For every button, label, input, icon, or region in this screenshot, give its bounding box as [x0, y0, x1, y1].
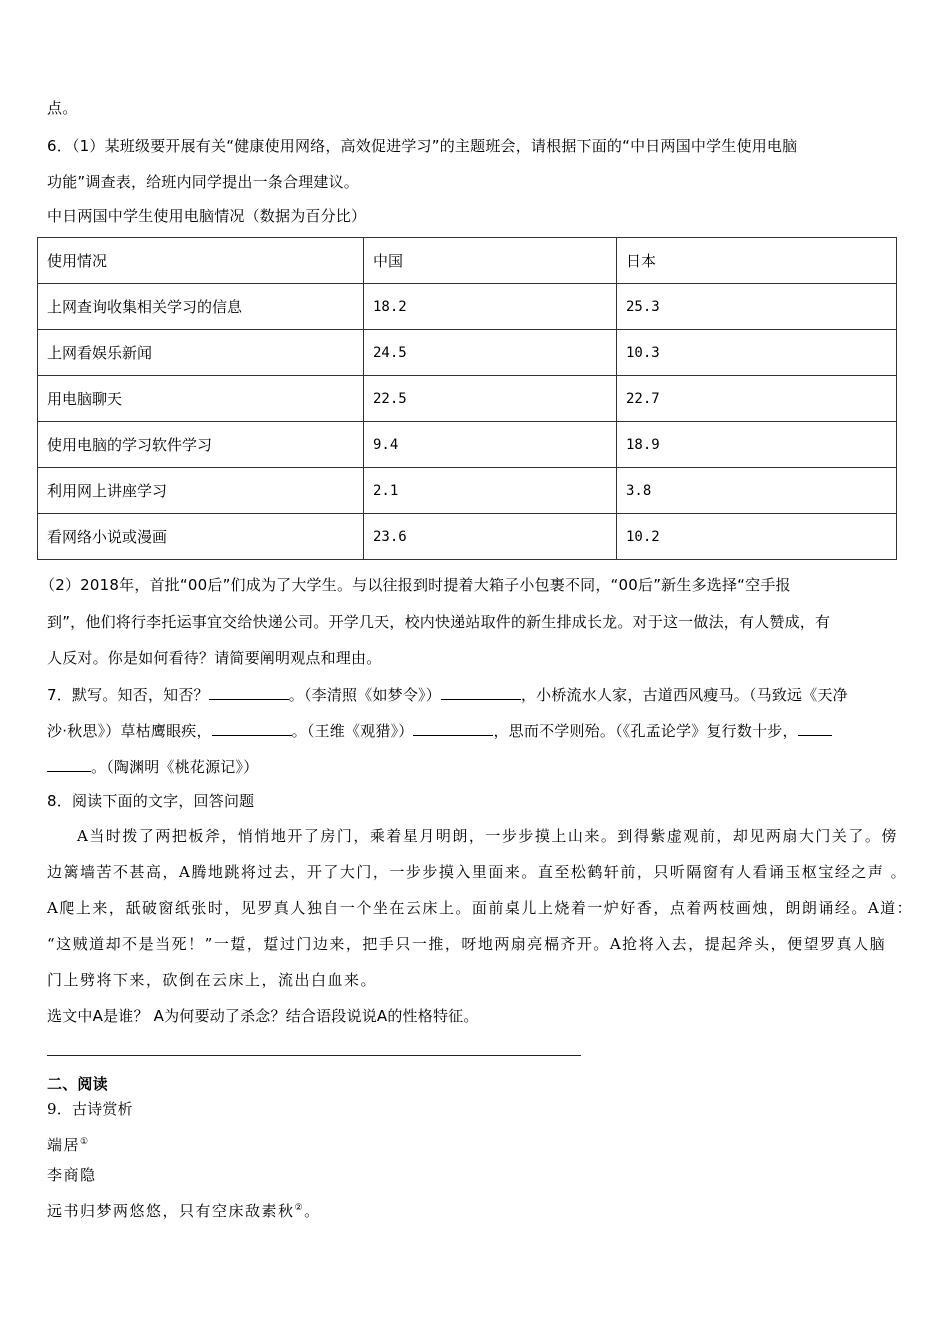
japan-value-cell: 18.9: [617, 422, 897, 468]
poem-author: 李商隐: [47, 1166, 97, 1184]
japan-value-cell: 10.2: [617, 514, 897, 560]
usage-cell: 上网看娱乐新闻: [38, 330, 364, 376]
q7-text-2: 。（李清照《如梦令》）: [288, 686, 441, 704]
china-value-cell: 2.1: [364, 468, 617, 514]
usage-cell: 看网络小说或漫画: [38, 514, 364, 560]
china-value-cell: 24.5: [364, 330, 617, 376]
q8-passage-line3: A爬上来，舐破窗纸张时，见罗真人独自一个坐在云床上。面前桌儿上烧着一炉好香，点着两枝画烛，朗朗诵经。A道：: [47, 899, 914, 917]
poem-title-line: [47, 1132, 90, 1155]
q7-line3: [47, 756, 258, 777]
q6-part1-line2: 功能”调查表，给班内同学提出一条合理建议。: [47, 173, 359, 191]
china-value-cell: 22.5: [364, 376, 617, 422]
table-header-row: [38, 238, 897, 284]
q8-passage-line5: 门上劈将下来，砍倒在云床上，流出白血来。: [47, 971, 378, 989]
table-row: [38, 422, 897, 468]
q6-part2-line2: 到”，他们将行李托运事宜交给快递公司。开学几天，校内快递站取件的新生排成长龙。对于这一做法，有人赞成，有: [47, 613, 831, 631]
q6-part2-line3: 人反对。你是如何看待？请简要阐明观点和理由。: [47, 649, 382, 667]
usage-cell: 使用电脑的学习软件学习: [38, 422, 364, 468]
japan-value-cell: 10.3: [617, 330, 897, 376]
table-row: [38, 468, 897, 514]
japan-value-cell: 22.7: [617, 376, 897, 422]
q6-part1-line1: 6．（1）某班级要开展有关“健康使用网络，高效促进学习”的主题班会，请根据下面的“中日两国中学生使用电脑: [47, 137, 798, 155]
q7-text-4: 沙·秋思》）草枯鹰眼疾，: [47, 722, 212, 740]
table-caption: 中日两国中学生使用电脑情况（数据为百分比）: [47, 207, 367, 225]
q8-passage-line1: A当时拨了两把板斧，悄悄地开了房门，乘着星月明朗，一步步摸上山来。到得紫虚观前，却见两扇大门关了。傍: [77, 827, 898, 845]
q7-text-6: ，思而不学则殆。（《孔孟论学》复行数十步，: [493, 722, 798, 740]
china-value-cell: 9.4: [364, 422, 617, 468]
fill-blank-3[interactable]: [212, 720, 292, 736]
poem-verse: 远书归梦两悠悠，只有空床敌素秋: [47, 1202, 295, 1220]
usage-cell: 利用网上讲座学习: [38, 468, 364, 514]
japan-value-cell: 3.8: [617, 468, 897, 514]
table-row: [38, 376, 897, 422]
header-cell: 中国: [364, 238, 617, 284]
footnote-marker: ②: [294, 1203, 305, 1213]
table-row: [38, 284, 897, 330]
q8-title: 8．阅读下面的文字，回答问题: [47, 792, 255, 810]
fill-blank-2[interactable]: [441, 684, 521, 700]
q7-text-1: 7．默写。知否，知否？: [47, 686, 209, 704]
fill-blank-5b[interactable]: [47, 756, 91, 772]
poem-title: 端居: [47, 1136, 81, 1154]
q7-text-3: ，小桥流水人家，古道西风瘦马。（马致远《天净: [520, 686, 848, 704]
q7-text-7: 。（陶渊明《桃花源记》）: [91, 758, 259, 776]
q9-title: 9．古诗赏析: [47, 1100, 133, 1118]
carryover-text: 点。: [47, 99, 78, 117]
japan-value-cell: 25.3: [617, 284, 897, 330]
poem-verse-end: 。: [304, 1202, 321, 1220]
q8-passage-line4: “这贼道却不是当死！”一踅，踅过门边来，把手只一推，呀地两扇亮槅齐开。A抢将入去，提起斧头，便望罗真人脑: [47, 935, 887, 953]
header-cell: 使用情况: [38, 238, 364, 284]
fill-blank-4[interactable]: [413, 720, 493, 736]
table-row: [38, 330, 897, 376]
q7-text-5: 。（王维《观猎》）: [291, 722, 414, 740]
header-cell: 日本: [617, 238, 897, 284]
q8-question: 选文中A是谁？ A为何要动了杀念？结合语段说说A的性格特征。: [47, 1007, 479, 1025]
fill-blank-1[interactable]: [209, 684, 289, 700]
q6-part2-line1: （2）2018年，首批“00后”们成为了大学生。与以往报到时提着大箱子小包裹不同，“00后”新生多选择“空手报: [40, 576, 791, 594]
section-heading: 二、阅读: [47, 1075, 108, 1093]
china-value-cell: 23.6: [364, 514, 617, 560]
table-row: [38, 514, 897, 560]
poem-line1: [47, 1198, 321, 1221]
q7-line2: [47, 720, 832, 741]
usage-cell: 上网查询收集相关学习的信息: [38, 284, 364, 330]
fill-blank-5a[interactable]: [798, 720, 832, 736]
computer-usage-table: [37, 237, 897, 560]
footnote-marker: ①: [80, 1137, 90, 1147]
usage-cell: 用电脑聊天: [38, 376, 364, 422]
answer-line[interactable]: [47, 1055, 581, 1056]
china-value-cell: 18.2: [364, 284, 617, 330]
q8-passage-line2: 边篱墙苦不甚高，A腾地跳将过去，开了大门，一步步摸入里面来。直至松鹤轩前，只听隔窗有人看诵玉枢宝经之声 。: [47, 863, 908, 881]
q7-line1: [47, 684, 848, 705]
